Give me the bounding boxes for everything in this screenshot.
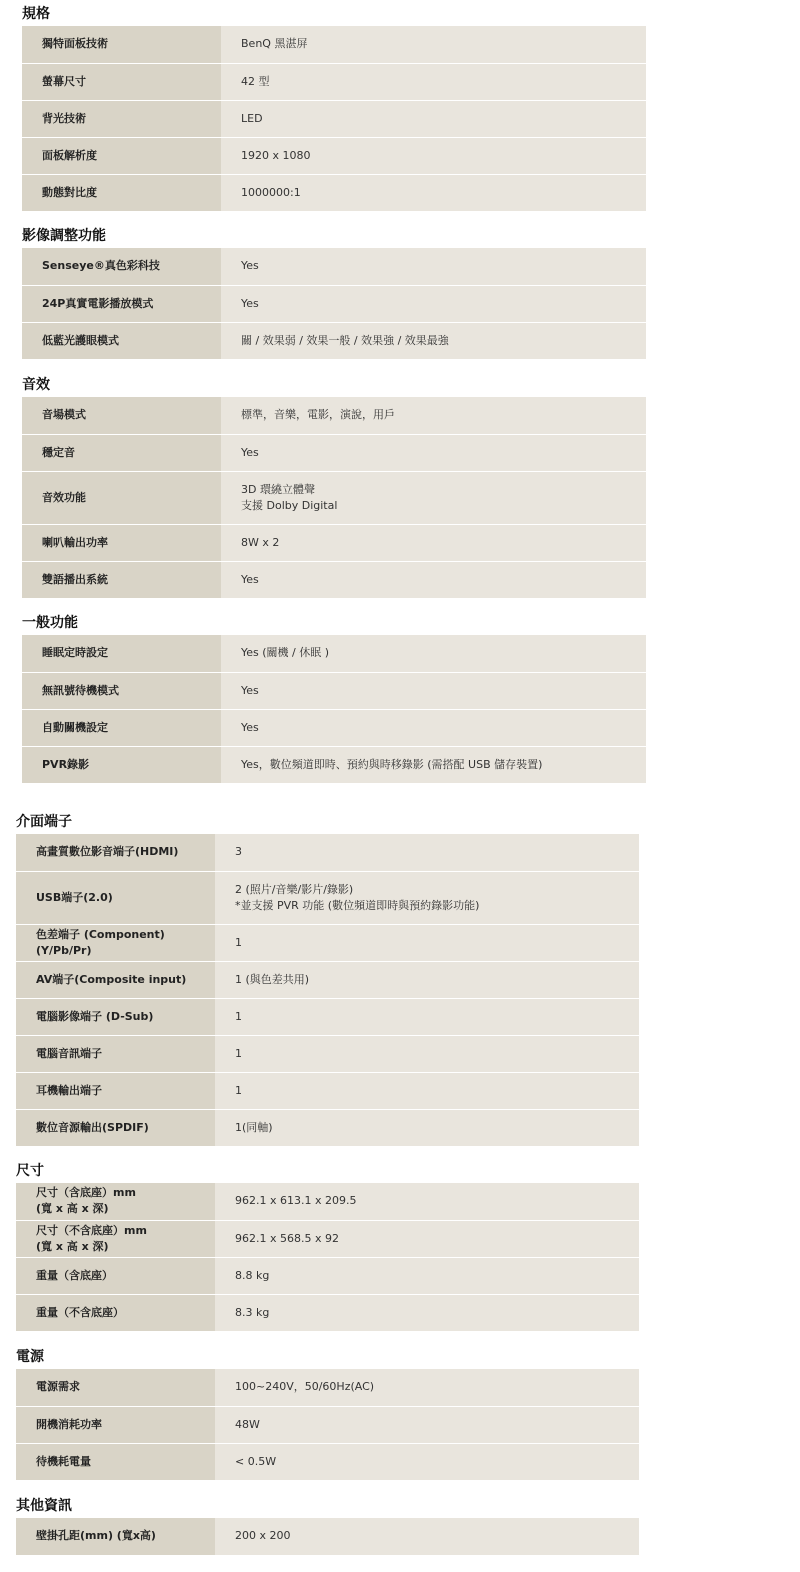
- table-row: [22, 524, 646, 561]
- row-label: 自動關機設定: [22, 709, 221, 746]
- row-label: 雙語播出系統: [22, 561, 221, 598]
- row-label: 電源需求: [16, 1369, 215, 1406]
- row-label: 動態對比度: [22, 174, 221, 211]
- section-dimensions: [16, 1159, 639, 1332]
- table-row: [22, 248, 646, 285]
- spec-table: [22, 248, 646, 360]
- spec-table: [16, 1518, 639, 1556]
- row-label: 24P真實電影播放模式: [22, 285, 221, 322]
- row-value: 1920 x 1080: [221, 137, 646, 174]
- section-power: [16, 1345, 639, 1481]
- row-value: Yes: [221, 561, 646, 598]
- row-label: 電腦影像端子 (D-Sub): [16, 998, 215, 1035]
- table-row: [16, 1035, 639, 1072]
- row-value: Yes: [221, 709, 646, 746]
- row-value: 關 / 效果弱 / 效果一般 / 效果強 / 效果最強: [221, 322, 646, 359]
- table-row: [16, 924, 639, 961]
- table-row: [22, 322, 646, 359]
- row-label: 音效功能: [22, 471, 221, 524]
- table-row: [16, 1443, 639, 1480]
- row-value: 1: [215, 924, 639, 961]
- table-row: [22, 561, 646, 598]
- row-value: 48W: [215, 1406, 639, 1443]
- row-value: 標準，音樂，電影，演說，用戶: [221, 397, 646, 434]
- row-value: 100~240V，50/60Hz(AC): [215, 1369, 639, 1406]
- section-audio: [22, 373, 646, 599]
- table-row: [16, 1072, 639, 1109]
- table-row: [16, 1220, 639, 1257]
- row-value: 200 x 200: [215, 1518, 639, 1555]
- row-label: 音場模式: [22, 397, 221, 434]
- table-row: [22, 63, 646, 100]
- row-value: 2 (照片/音樂/影片/錄影) *並支援 PVR 功能 (數位頻道即時與預約錄影功能): [215, 871, 639, 924]
- table-row: [22, 434, 646, 471]
- table-row: [16, 1183, 639, 1220]
- section-ports: [16, 810, 639, 1147]
- row-value: Yes: [221, 672, 646, 709]
- table-row: [22, 100, 646, 137]
- row-value: Yes (關機 / 休眠 ): [221, 635, 646, 672]
- table-row: [22, 635, 646, 672]
- row-label: 尺寸（含底座）mm (寬 x 高 x 深): [16, 1183, 215, 1220]
- row-label: 無訊號待機模式: [22, 672, 221, 709]
- row-label: 待機耗電量: [16, 1443, 215, 1480]
- spec-table: [22, 635, 646, 784]
- table-row: [16, 1369, 639, 1406]
- table-row: [22, 26, 646, 63]
- row-label: 面板解析度: [22, 137, 221, 174]
- row-label: Senseye®真色彩科技: [22, 248, 221, 285]
- row-value: 8W x 2: [221, 524, 646, 561]
- row-label: 喇叭輸出功率: [22, 524, 221, 561]
- row-value: 962.1 x 568.5 x 92: [215, 1220, 639, 1257]
- table-row: [16, 961, 639, 998]
- row-label: 耳機輸出端子: [16, 1072, 215, 1109]
- table-row: [22, 285, 646, 322]
- spec-table: [22, 26, 646, 212]
- row-value: BenQ 黑湛屏: [221, 26, 646, 63]
- spec-table: [16, 1183, 639, 1332]
- row-value: 1: [215, 998, 639, 1035]
- section-title: 規格: [22, 6, 50, 22]
- row-label: 重量（不含底座）: [16, 1294, 215, 1331]
- table-row: [16, 1109, 639, 1146]
- row-value: LED: [221, 100, 646, 137]
- row-value: Yes: [221, 248, 646, 285]
- row-label: USB端子(2.0): [16, 871, 215, 924]
- spec-table: [16, 834, 639, 1147]
- row-label: 數位音源輸出(SPDIF): [16, 1109, 215, 1146]
- row-label: 重量（含底座）: [16, 1257, 215, 1294]
- table-row: [16, 871, 639, 924]
- table-row: [16, 1406, 639, 1443]
- section-image-adjust: [22, 224, 646, 360]
- row-value: 1(同軸): [215, 1109, 639, 1146]
- table-row: [16, 998, 639, 1035]
- section-title: 一般功能: [22, 615, 78, 631]
- table-row: [16, 1518, 639, 1555]
- row-label: 尺寸（不含底座）mm (寬 x 高 x 深): [16, 1220, 215, 1257]
- row-value: 1 (與色差共用): [215, 961, 639, 998]
- row-label: 睡眠定時設定: [22, 635, 221, 672]
- row-value: < 0.5W: [215, 1443, 639, 1480]
- row-value: 3D 環繞立體聲 支援 Dolby Digital: [221, 471, 646, 524]
- row-label: 低藍光護眼模式: [22, 322, 221, 359]
- row-label: 高畫質數位影音端子(HDMI): [16, 834, 215, 871]
- table-row: [22, 137, 646, 174]
- row-value: 1: [215, 1035, 639, 1072]
- section-general: [22, 611, 646, 784]
- row-label: 色差端子 (Component) (Y/Pb/Pr): [16, 924, 215, 961]
- row-label: 螢幕尺寸: [22, 63, 221, 100]
- section-title: 音效: [22, 377, 50, 393]
- row-label: 壁掛孔距(mm) (寬x高): [16, 1518, 215, 1555]
- row-value: 1: [215, 1072, 639, 1109]
- section-title: 影像調整功能: [22, 228, 106, 244]
- section-other: [16, 1494, 639, 1556]
- table-row: [22, 672, 646, 709]
- spec-table: [16, 1369, 639, 1481]
- table-row: [16, 834, 639, 871]
- table-row: [22, 174, 646, 211]
- table-row: [16, 1294, 639, 1331]
- table-row: [16, 1257, 639, 1294]
- row-label: 開機消耗功率: [16, 1406, 215, 1443]
- section-title: 電源: [16, 1349, 44, 1365]
- section-title: 其他資訊: [16, 1498, 72, 1514]
- row-value: 42 型: [221, 63, 646, 100]
- row-label: AV端子(Composite input): [16, 961, 215, 998]
- section-title: 介面端子: [16, 814, 72, 830]
- row-label: PVR錄影: [22, 746, 221, 783]
- section-title: 尺寸: [16, 1163, 44, 1179]
- row-label: 背光技術: [22, 100, 221, 137]
- table-row: [22, 397, 646, 434]
- table-row: [22, 709, 646, 746]
- row-value: 8.8 kg: [215, 1257, 639, 1294]
- row-value: 1000000:1: [221, 174, 646, 211]
- row-value: Yes，數位頻道即時、預約與時移錄影 (需搭配 USB 儲存裝置): [221, 746, 646, 783]
- row-value: 8.3 kg: [215, 1294, 639, 1331]
- row-value: Yes: [221, 285, 646, 322]
- row-label: 獨特面板技術: [22, 26, 221, 63]
- table-row: [22, 471, 646, 524]
- row-label: 電腦音訊端子: [16, 1035, 215, 1072]
- row-label: 穩定音: [22, 434, 221, 471]
- table-row: [22, 746, 646, 783]
- row-value: 3: [215, 834, 639, 871]
- section-specs: [22, 2, 646, 212]
- row-value: 962.1 x 613.1 x 209.5: [215, 1183, 639, 1220]
- spec-table: [22, 397, 646, 599]
- row-value: Yes: [221, 434, 646, 471]
